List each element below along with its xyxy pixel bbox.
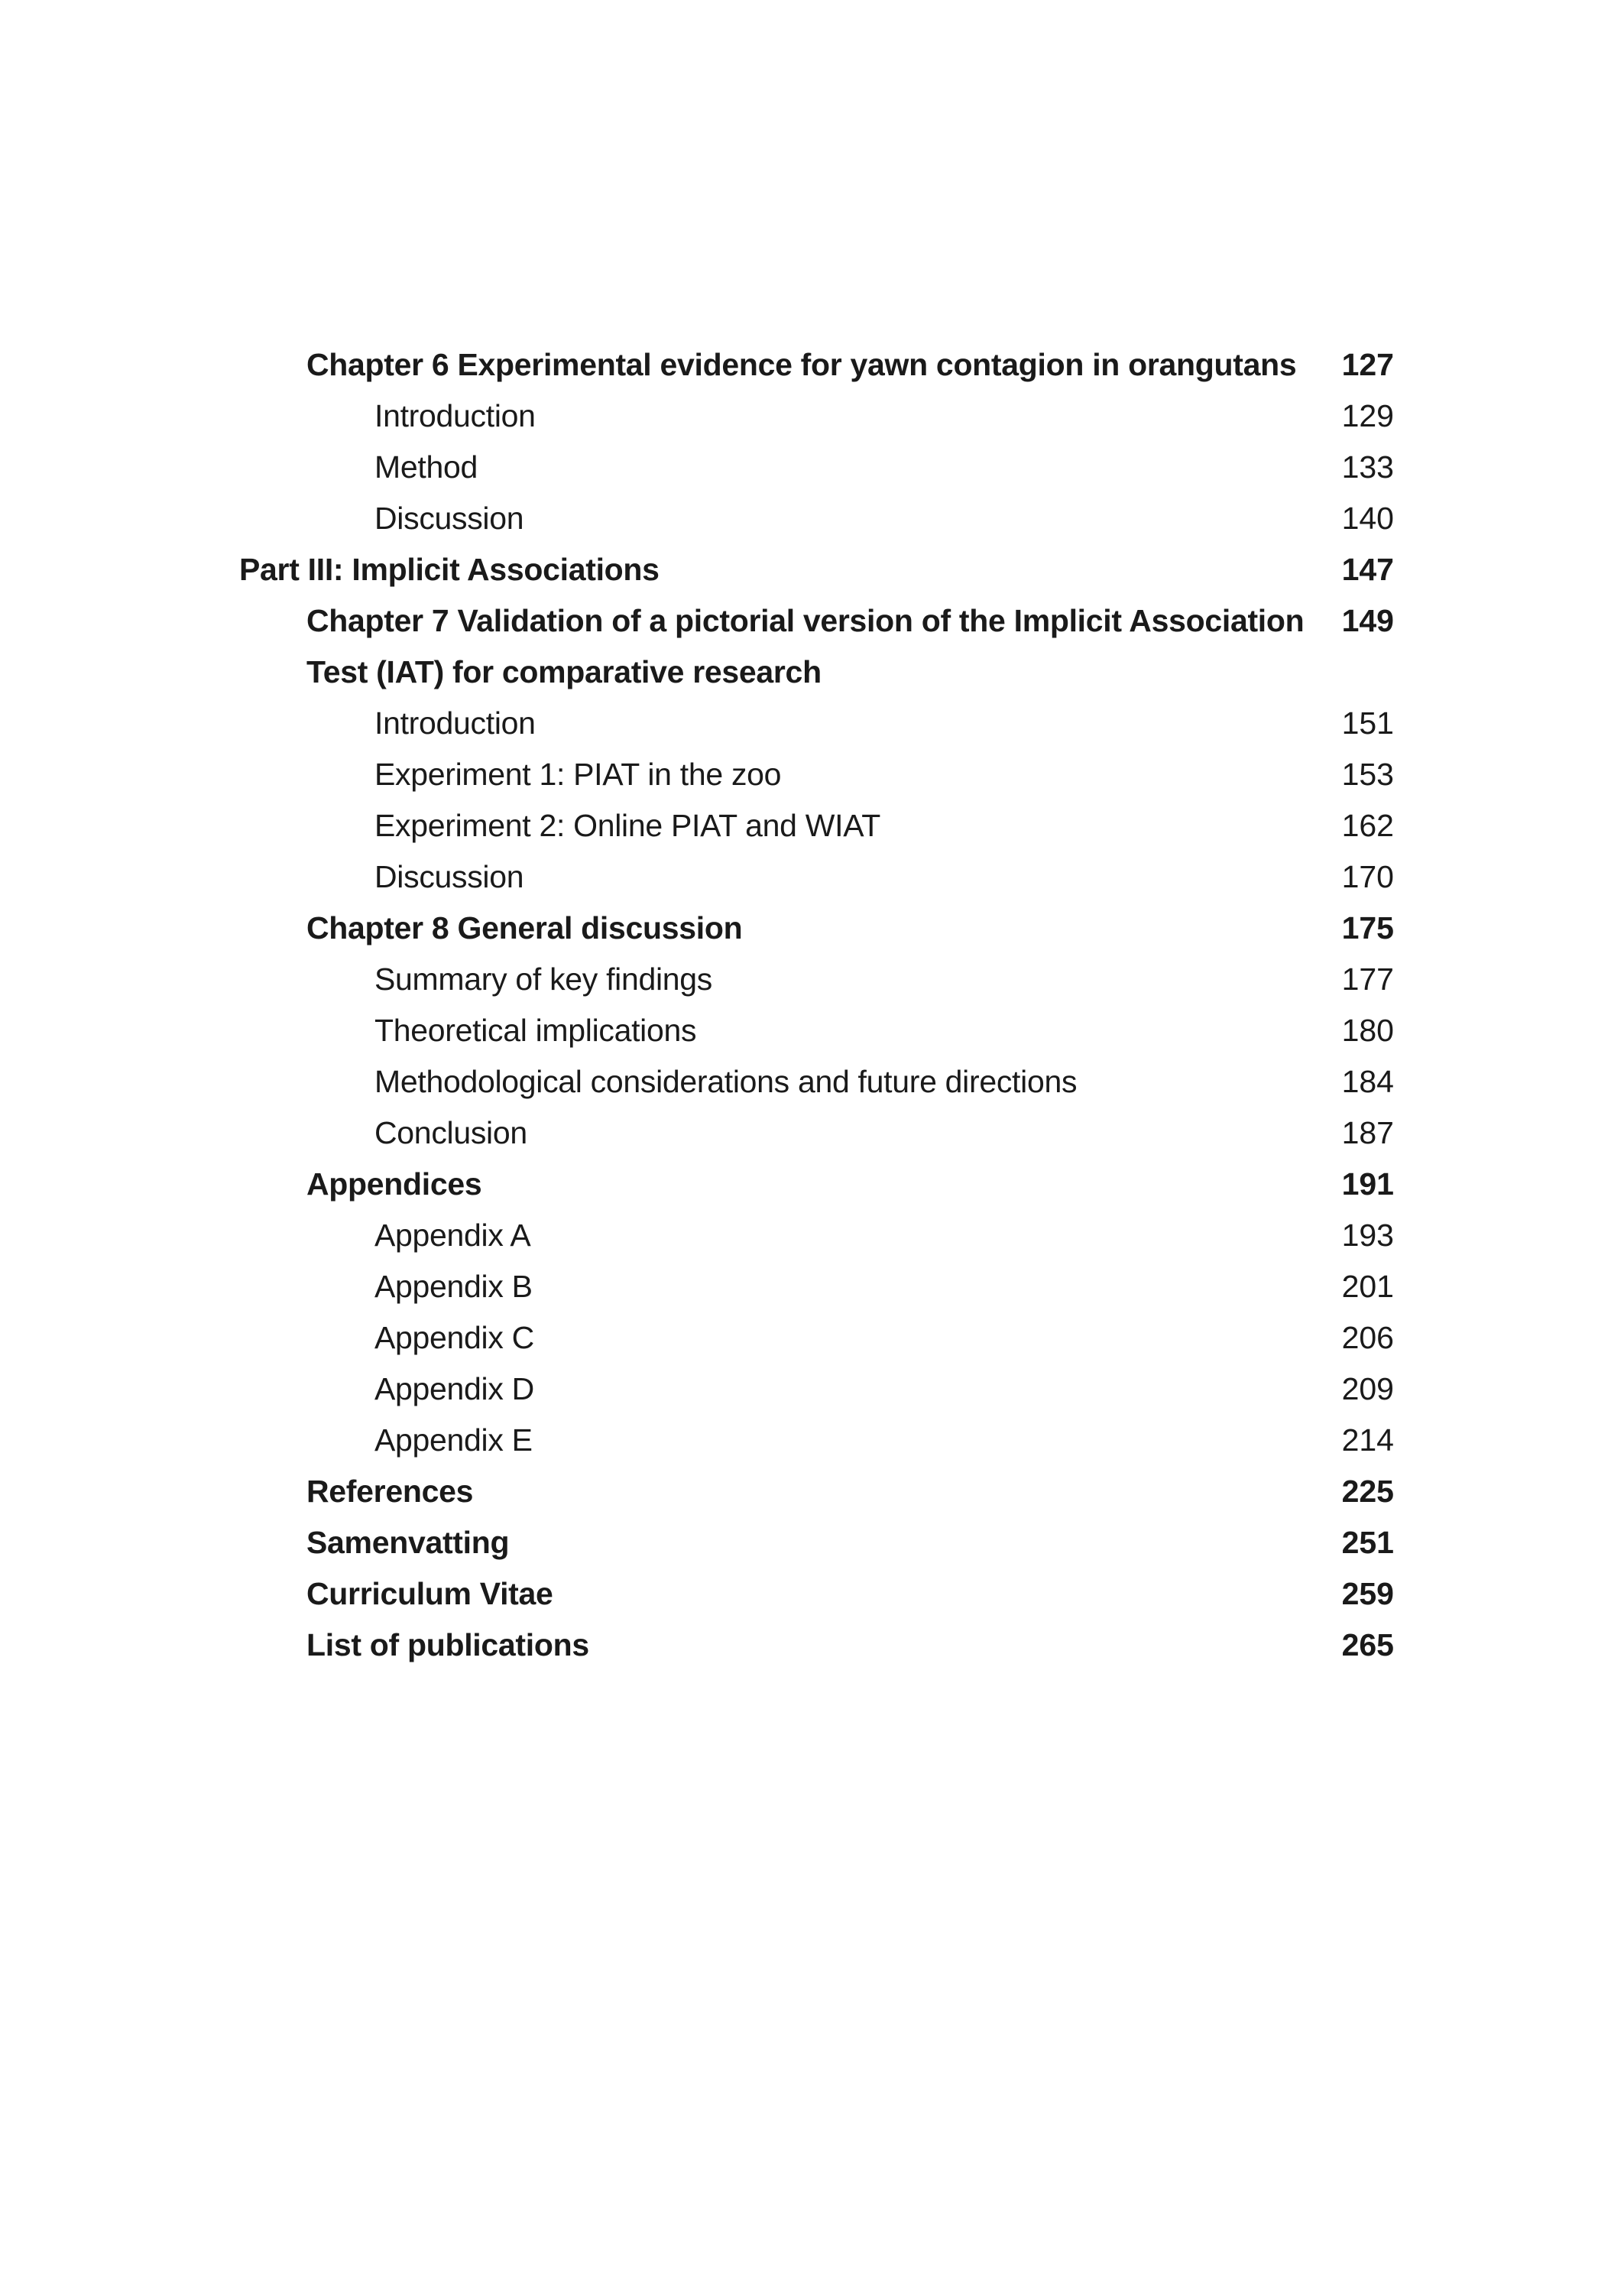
toc-chapter-8-page: 175 (1341, 910, 1394, 945)
toc-references-title: References (306, 1474, 474, 1509)
toc-references-page: 225 (1341, 1474, 1394, 1509)
toc-samenvatting-page: 251 (1341, 1525, 1394, 1560)
toc-appendix-b-page: 201 (1341, 1269, 1394, 1304)
toc-ch6-discussion-page: 140 (1341, 501, 1394, 536)
toc-publications-title: List of publications (306, 1627, 589, 1662)
toc-ch7-introduction-title: Introduction (374, 705, 536, 741)
toc-appendix-c-title: Appendix C (374, 1320, 534, 1355)
toc-appendix-e-page: 214 (1341, 1422, 1394, 1458)
toc-curriculum-vitae-page: 259 (1341, 1576, 1394, 1611)
toc-ch6-method-page: 133 (1341, 449, 1394, 485)
toc-ch6-introduction-page: 129 (1341, 398, 1394, 433)
toc-ch8-summary-title: Summary of key findings (374, 962, 712, 997)
toc-ch6-discussion-title: Discussion (374, 501, 524, 536)
toc-appendix-d-page: 209 (1341, 1371, 1394, 1406)
toc-samenvatting-title: Samenvatting (306, 1525, 510, 1560)
toc-ch8-summary-page: 177 (1341, 962, 1394, 997)
toc-appendix-c-page: 206 (1341, 1320, 1394, 1355)
toc-publications-page: 265 (1341, 1627, 1394, 1662)
toc-ch7-introduction-page: 151 (1341, 705, 1394, 741)
toc-ch8-conclusion-page: 187 (1341, 1115, 1394, 1150)
toc-part-3-page: 147 (1341, 552, 1394, 587)
toc-ch7-experiment-2-page: 162 (1341, 808, 1394, 843)
toc-chapter-6-title: Chapter 6 Experimental evidence for yawn contagion in orangutans (306, 347, 1297, 382)
toc-ch7-experiment-1-title: Experiment 1: PIAT in the zoo (374, 757, 782, 792)
toc-appendix-e-title: Appendix E (374, 1422, 533, 1458)
toc-appendix-a-page: 193 (1341, 1218, 1394, 1253)
toc-ch7-discussion-page: 170 (1341, 859, 1394, 894)
toc-appendix-d-title: Appendix D (374, 1371, 534, 1406)
toc-ch8-methodological-title: Methodological considerations and future directions (374, 1064, 1078, 1099)
toc-ch6-introduction-title: Introduction (374, 398, 536, 433)
toc-ch8-theoretical-page: 180 (1341, 1013, 1394, 1048)
toc-ch8-methodological-page: 184 (1341, 1064, 1394, 1099)
toc-chapter-6-page: 127 (1341, 347, 1394, 382)
toc-chapter-8-title: Chapter 8 General discussion (306, 910, 743, 945)
toc-appendices-title: Appendices (306, 1166, 482, 1202)
toc-ch7-discussion-title: Discussion (374, 859, 524, 894)
toc-ch8-conclusion-title: Conclusion (374, 1115, 527, 1150)
toc-chapter-7-page: 149 (1341, 603, 1394, 638)
toc-curriculum-vitae-title: Curriculum Vitae (306, 1576, 553, 1611)
toc-ch7-experiment-1-page: 153 (1341, 757, 1394, 792)
toc-part-3-title: Part III: Implicit Associations (239, 552, 660, 587)
toc-chapter-7-title-continued: Test (IAT) for comparative research (306, 654, 822, 689)
toc-ch7-experiment-2-title: Experiment 2: Online PIAT and WIAT (374, 808, 881, 843)
toc-appendix-b-title: Appendix B (374, 1269, 533, 1304)
toc-appendix-a-title: Appendix A (374, 1218, 531, 1253)
toc-ch6-method-title: Method (374, 449, 478, 485)
toc-appendices-page: 191 (1341, 1166, 1394, 1202)
toc-ch8-theoretical-title: Theoretical implications (374, 1013, 697, 1048)
toc-chapter-7-title: Chapter 7 Validation of a pictorial version of the Implicit Association (306, 603, 1305, 638)
